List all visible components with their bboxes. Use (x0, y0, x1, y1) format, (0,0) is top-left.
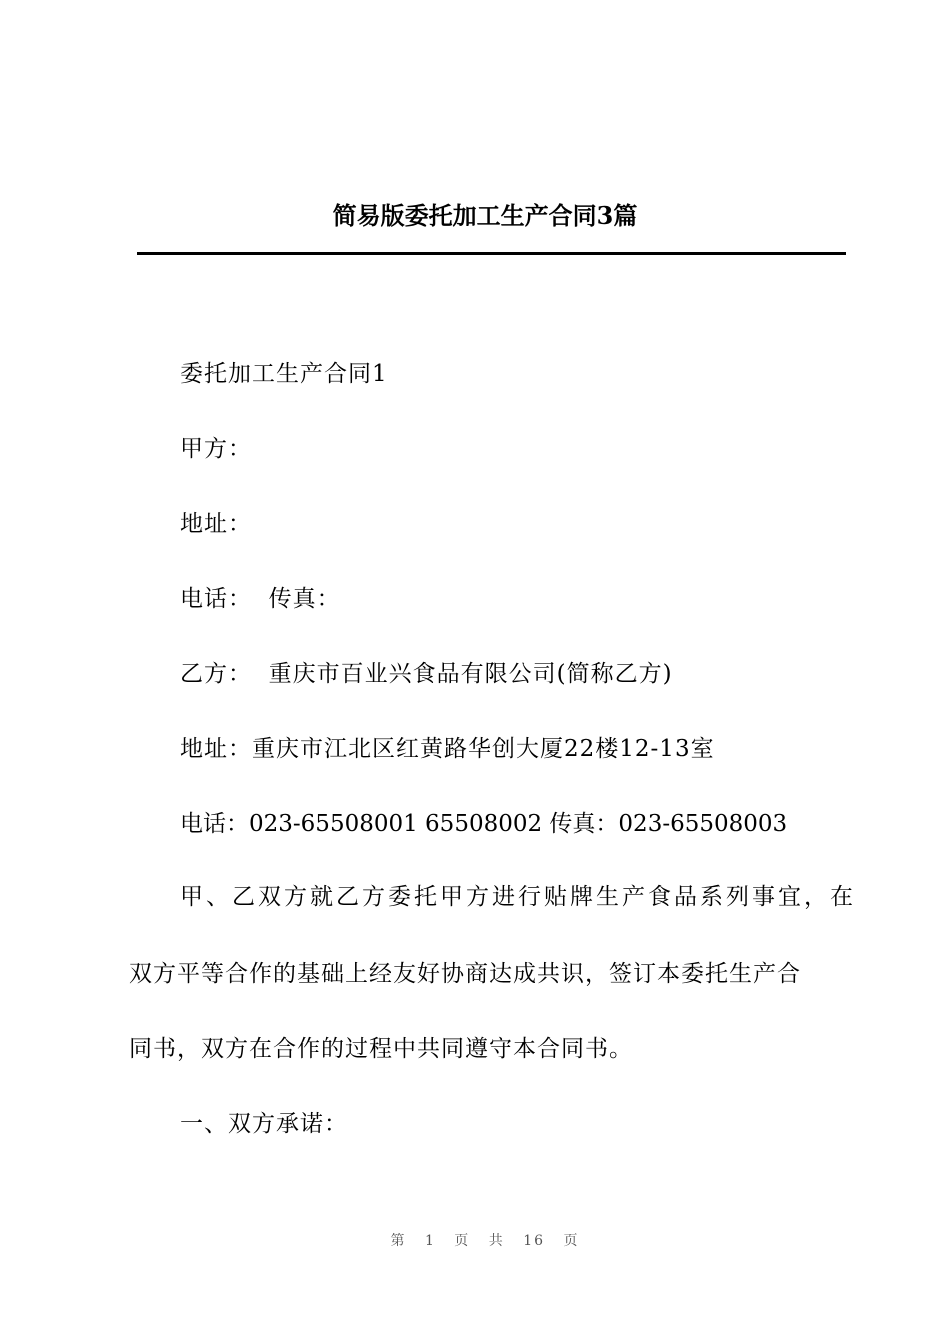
document-title: 简易版委托加工生产合同3篇 (332, 201, 638, 230)
contract-subtitle: 委托加工生产合同1 (180, 361, 388, 387)
party-a-label: 甲方： (180, 436, 252, 462)
party-a-phone-fax: 电话： 传真： (180, 586, 341, 612)
body-paragraph-line: 甲、乙双方就乙方委托甲方进行贴牌生产食品系列事宜，在 (180, 884, 856, 910)
page-number: 第 1 页 共 16 页 (390, 1233, 580, 1249)
party-a-address: 地址： (180, 511, 252, 537)
section-heading: 一、双方承诺： (180, 1111, 348, 1137)
body-paragraph-line: 同书，双方在合作的过程中共同遵守本合同书。 (129, 1036, 633, 1062)
body-paragraph-line: 双方平等合作的基础上经友好协商达成共识，签订本委托生产合 (129, 961, 801, 987)
party-b-name: 乙方： 重庆市百业兴食品有限公司(简称乙方) (180, 661, 673, 687)
party-b-phone-fax: 电话：023-65508001 65508002 传真：023-65508003 (180, 811, 788, 837)
title-divider (137, 252, 846, 255)
party-b-address: 地址：重庆市江北区红黄路华创大厦22楼12-13室 (180, 736, 715, 762)
